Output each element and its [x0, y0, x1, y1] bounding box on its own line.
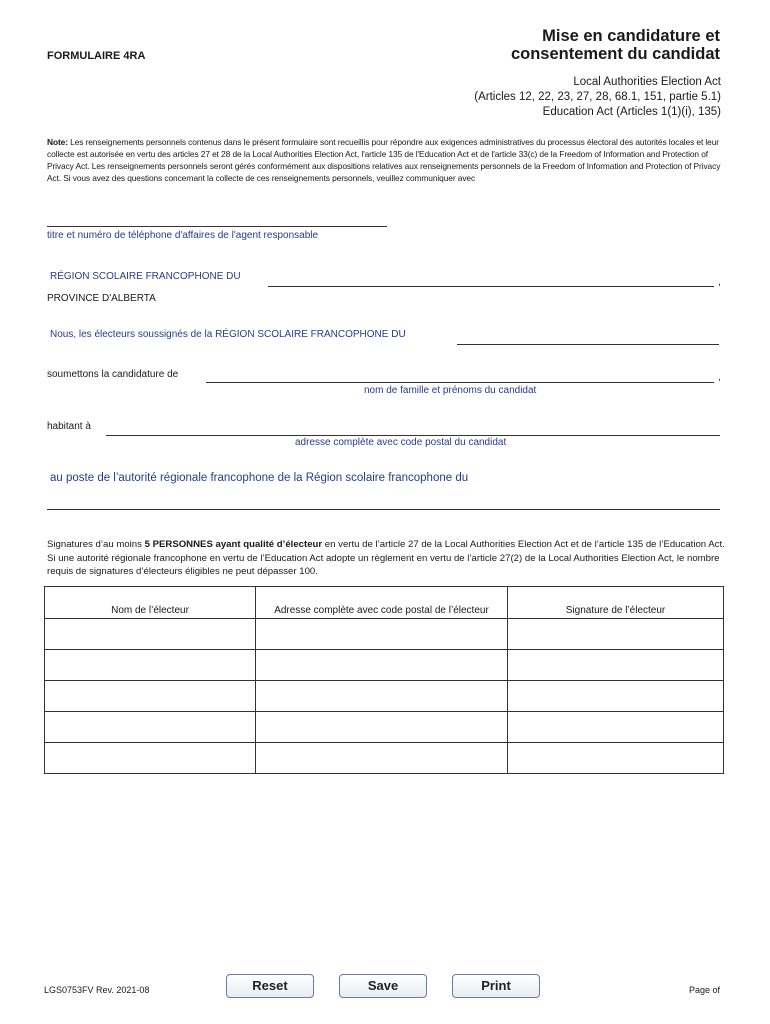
agent-field[interactable]	[47, 226, 387, 227]
elector-signature-cell[interactable]	[508, 743, 724, 774]
page-number: Page of	[688, 985, 720, 995]
signatures-intro-bold: 5 PERSONNES ayant qualité d’électeur	[144, 539, 323, 550]
agent-caption: titre et numéro de téléphone d'affaires de l'agent responsable	[47, 230, 319, 241]
candidate-address-field[interactable]	[106, 435, 720, 436]
province-label: PROVINCE D'ALBERTA	[47, 293, 156, 304]
column-header-name: Nom de l’électeur	[45, 587, 256, 619]
table-row	[45, 650, 724, 681]
act-line2: (Articles 12, 22, 23, 27, 28, 68.1, 151, partie 5.1)	[474, 91, 721, 103]
candidate-comma: ,	[718, 372, 721, 383]
elector-address-cell[interactable]	[256, 681, 508, 712]
residing-label: habitant à	[47, 421, 91, 432]
privacy-note	[47, 136, 727, 184]
elector-signature-cell[interactable]	[508, 650, 724, 681]
form-code: FORMULAIRE 4RA	[47, 50, 146, 62]
signatures-intro-start: Signatures d’au moins	[47, 539, 145, 550]
save-button[interactable]: Save	[339, 974, 427, 998]
form-title-line1: Mise en candidature et	[542, 27, 720, 45]
elector-signature-cell[interactable]	[508, 619, 724, 650]
table-header-row	[45, 587, 724, 619]
candidate-caption: nom de famille et prénoms du candidat	[364, 385, 537, 396]
print-button[interactable]: Print	[452, 974, 540, 998]
form-title	[511, 27, 720, 63]
elector-address-cell[interactable]	[256, 712, 508, 743]
table-row	[45, 619, 724, 650]
act-line3: Education Act (Articles 1(1)(i), 135)	[542, 106, 721, 118]
elector-name-cell[interactable]	[45, 681, 256, 712]
act-line1: Local Authorities Election Act	[573, 76, 721, 88]
table-row	[45, 712, 724, 743]
position-field[interactable]	[47, 509, 720, 510]
electors-region-field[interactable]	[457, 344, 719, 345]
address-caption: adresse complète avec code postal du candidat	[295, 437, 507, 448]
region-label: RÉGION SCOLAIRE FRANCOPHONE DU	[50, 271, 241, 282]
signatures-intro	[47, 538, 727, 579]
candidate-name-field[interactable]	[206, 382, 714, 383]
reset-button[interactable]: Reset	[226, 974, 314, 998]
elector-name-cell[interactable]	[45, 619, 256, 650]
elector-address-cell[interactable]	[256, 743, 508, 774]
table-row	[45, 681, 724, 712]
elector-signature-cell[interactable]	[508, 712, 724, 743]
table-row	[45, 743, 724, 774]
act-references	[474, 75, 721, 120]
elector-name-cell[interactable]	[45, 712, 256, 743]
region-comma: ,	[718, 277, 721, 288]
position-label: au poste de l’autorité régionale francophone de la Région scolaire francophone du	[50, 472, 469, 484]
column-header-address: Adresse complète avec code postal de l’électeur	[256, 587, 508, 619]
elector-address-cell[interactable]	[256, 619, 508, 650]
note-label: Note:	[47, 137, 68, 147]
form-revision-code: LGS0753FV Rev. 2021-08	[44, 985, 150, 995]
region-field[interactable]	[268, 286, 714, 287]
nominate-label: soumettons la candidature de	[47, 369, 179, 380]
signatures-table	[44, 586, 724, 774]
note-text: Les renseignements personnels contenus dans le présent formulaire sont recueillis pour répondre aux exigences administratives du processus électoral des autorités locales et leur collecte est autorisée en vertu des articles 27 et 28 de la Local Authorities Election Act, l'article 135 de l'Education Act et de l'article 33(c) de la Freedom of Information and Protection of Privacy Act. Les renseignements personnels seront gérés conformément aux dispositions relatives aux renseignements personnels de la Freedom of Information and Protection of Privacy Act. Si vous avez des questions concernant la collecte de ces renseignements personnels, veuillez communiquer avec	[47, 137, 721, 183]
elector-name-cell[interactable]	[45, 743, 256, 774]
form-title-line2: consentement du candidat	[510, 45, 720, 63]
signatures-intro-end: en vertu de l’article 27 de la Local Authorities Election Act et de l’article 135 de l’Education Act. Si une autorité régionale francophone en vertu de l’Education Act adopte un règlement en vertu de l’article 27(2) de la Local Authorities Election Act, le nombre requis de signatures d’électeurs éligibles ne peut dépasser 100.	[47, 539, 725, 577]
elector-signature-cell[interactable]	[508, 681, 724, 712]
column-header-signature: Signature de l’électeur	[508, 587, 724, 619]
elector-name-cell[interactable]	[45, 650, 256, 681]
electors-label: Nous, les électeurs soussignés de la RÉGION SCOLAIRE FRANCOPHONE DU	[50, 329, 406, 340]
elector-address-cell[interactable]	[256, 650, 508, 681]
